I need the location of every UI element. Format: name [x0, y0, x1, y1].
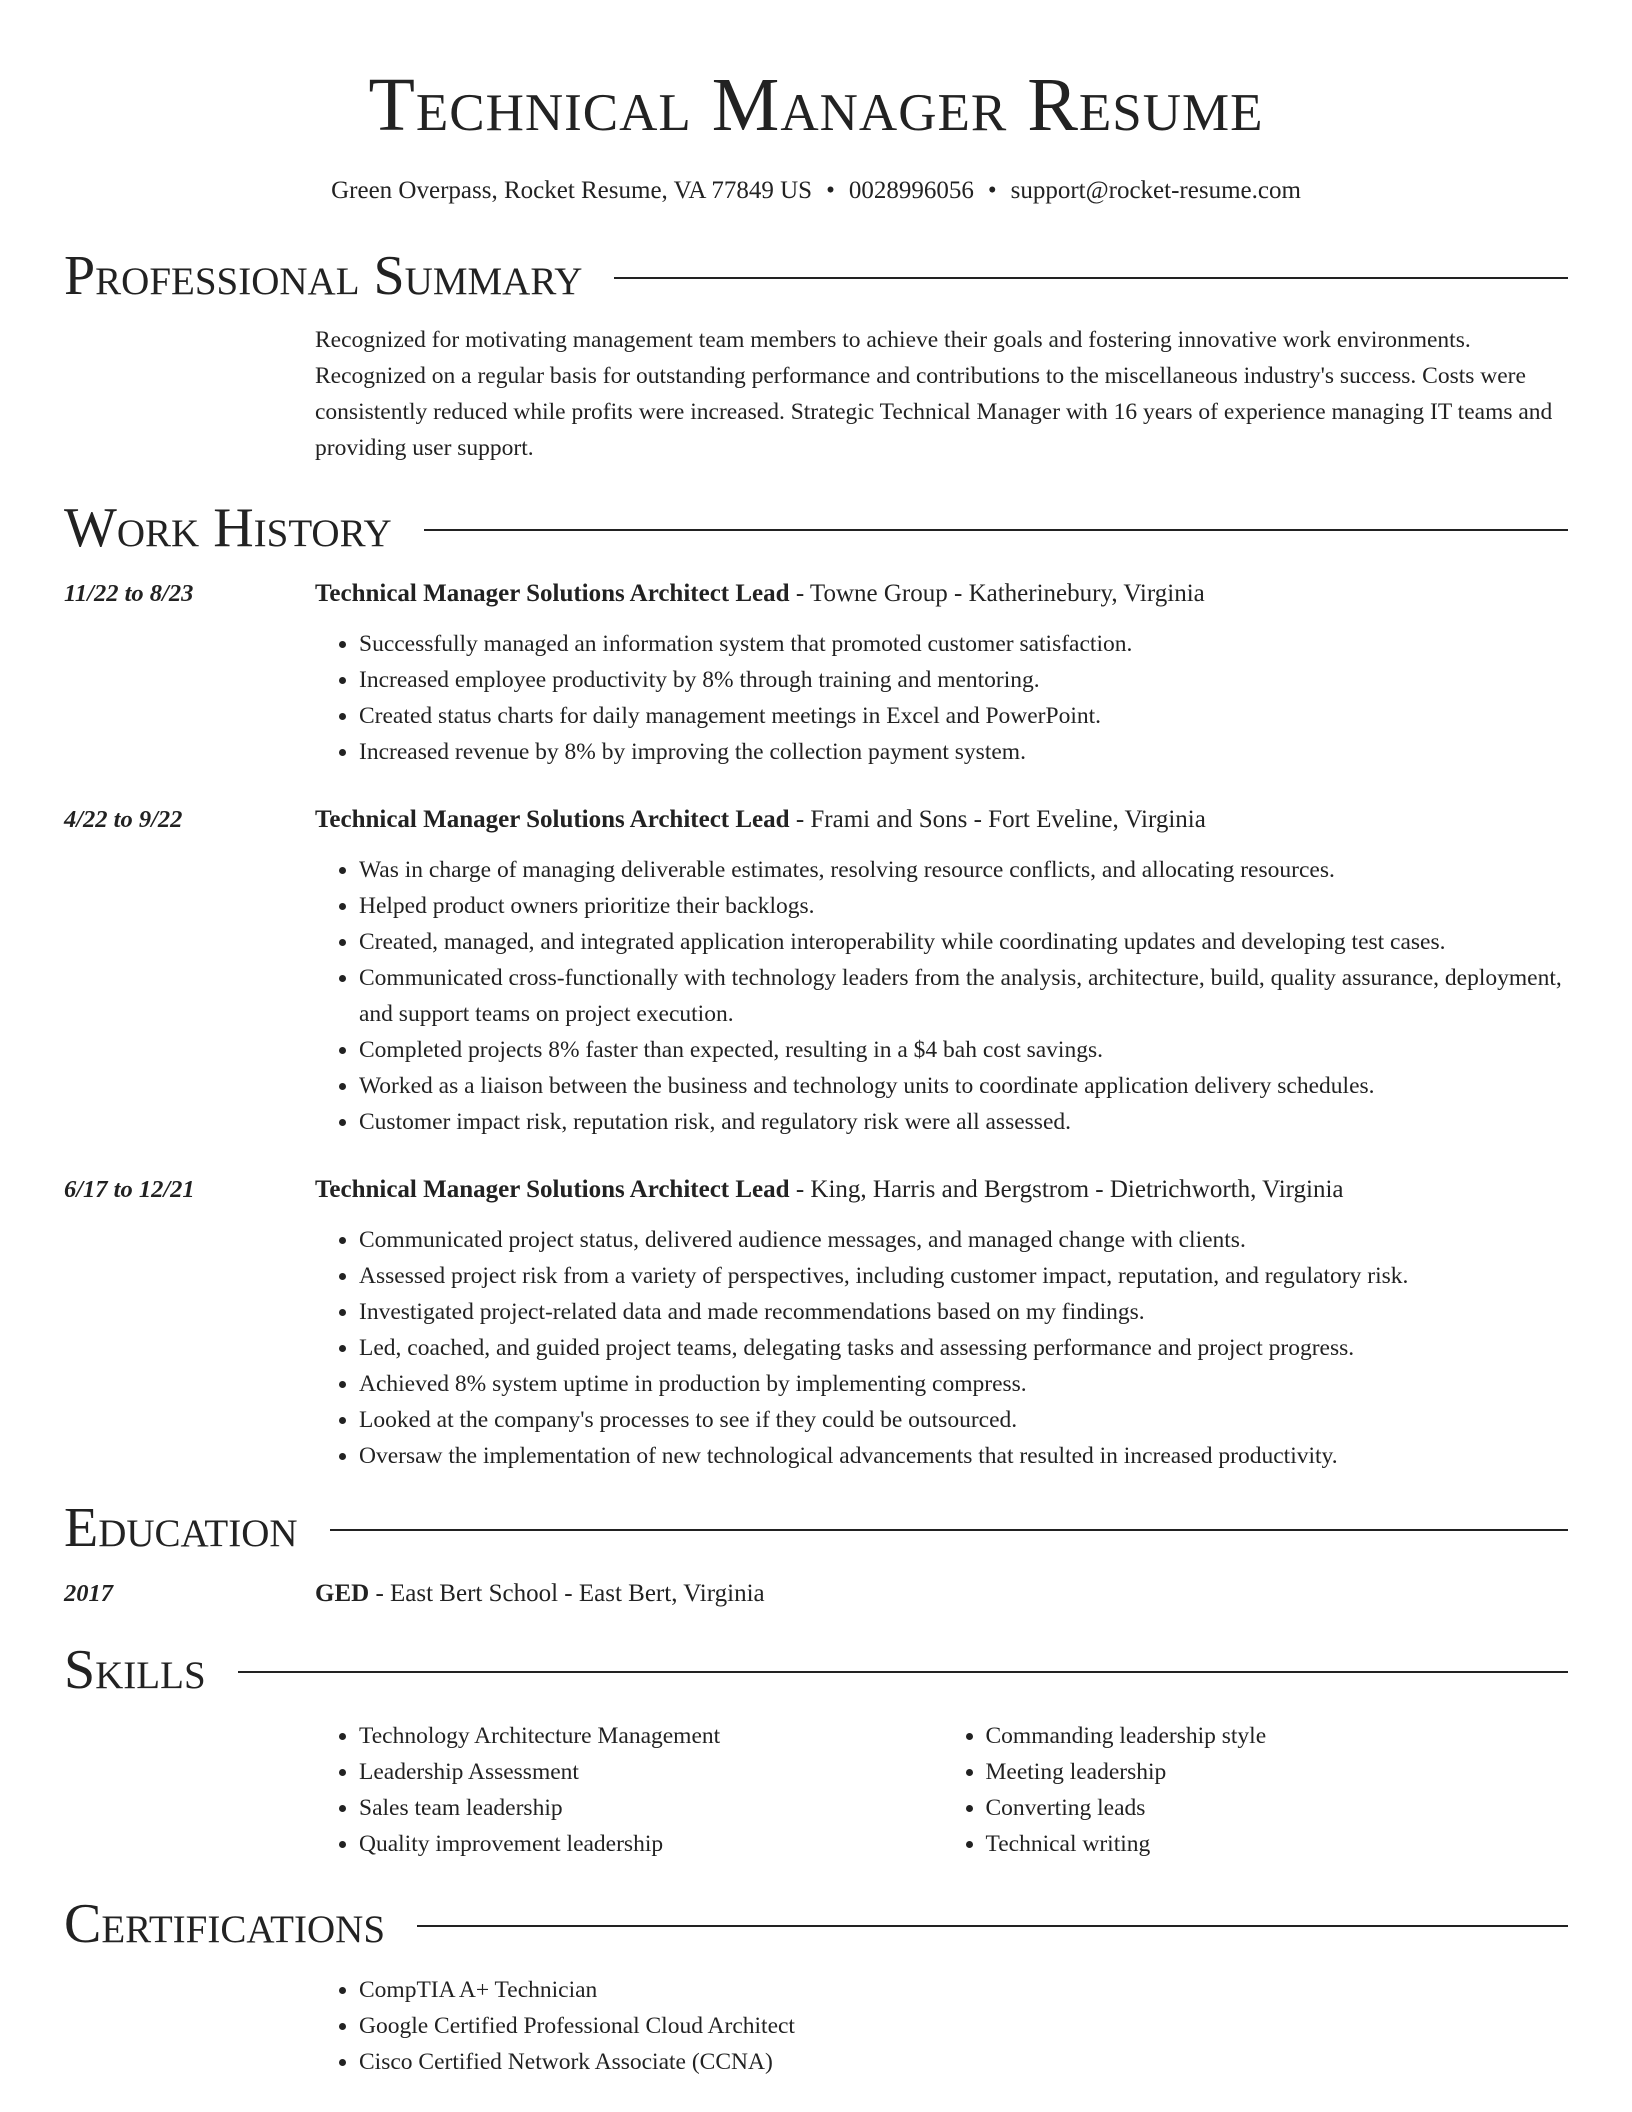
list-item: • Increased revenue by 8% by improving the collection payment system.	[359, 734, 1568, 770]
list-item: • Successfully managed an information system that promoted customer satisfaction.	[359, 626, 1568, 662]
section-divider	[424, 529, 1568, 531]
certifications-section-header	[64, 1892, 1568, 1956]
section-divider	[417, 1925, 1568, 1927]
separator: •	[987, 177, 997, 204]
education-heading	[315, 1576, 765, 1612]
skill-item: • Leadership Assessment	[359, 1754, 942, 1790]
skills-list	[315, 1718, 1568, 1862]
certification-item: • Google Certified Professional Cloud Architect	[359, 2008, 1568, 2044]
job-details: - Frami and Sons - Fort Eveline, Virginia	[789, 806, 1206, 833]
job-details: - King, Harris and Bergstrom - Dietrichworth, Virginia	[789, 1176, 1344, 1203]
list-item: • Created, managed, and integrated application interoperability while coordinating updates and developing test cases.	[359, 924, 1568, 960]
job-title: Technical Manager Solutions Architect Lead	[315, 1176, 790, 1203]
education-details: - East Bert School - East Bert, Virginia	[369, 1580, 765, 1607]
job-entry	[64, 1172, 1568, 1474]
skills-section-header	[64, 1638, 1568, 1702]
skills-column-left	[315, 1718, 942, 1862]
list-item: • Achieved 8% system uptime in production by implementing compress.	[359, 1366, 1568, 1402]
list-item: • Helped product owners prioritize their backlogs.	[359, 888, 1568, 924]
address: Green Overpass, Rocket Resume, VA 77849 US	[331, 177, 813, 204]
section-divider	[330, 1529, 1568, 1531]
education-year: 2017	[64, 1580, 113, 1607]
skill-item: • Commanding leadership style	[986, 1718, 1569, 1754]
job-details: - Towne Group - Katherinebury, Virginia	[789, 580, 1205, 607]
list-item: • Oversaw the implementation of new technological advancements that resulted in increased productivity.	[359, 1438, 1568, 1474]
job-entry	[64, 576, 1568, 770]
education-degree: GED	[315, 1580, 370, 1607]
job-dates: 11/22 to 8/23	[64, 580, 194, 607]
skill-item: • Meeting leadership	[986, 1754, 1569, 1790]
section-title-certifications: Certifications	[64, 1893, 386, 1955]
skill-item: • Technology Architecture Management	[359, 1718, 942, 1754]
job-bullets	[315, 1222, 1568, 1474]
list-item: • Investigated project-related data and made recommendations based on my findings.	[359, 1294, 1568, 1330]
skill-item: • Sales team leadership	[359, 1790, 942, 1826]
summary-text: Recognized for motivating management team members to achieve their goals and fostering innovative work environments. Recognized on a regular basis for outstanding performance and contributions to the miscellaneous industry's success. Costs were consistently reduced while profits were increased. Strategic Technical Manager with 16 years of experience managing IT teams and providing user support.	[315, 327, 1553, 461]
skills-column-right	[942, 1718, 1569, 1862]
separator: •	[826, 177, 835, 204]
skill-item: • Quality improvement leadership	[359, 1826, 942, 1862]
section-title-summary: Professional Summary	[64, 245, 583, 307]
phone: 0028996056	[848, 177, 974, 204]
job-bullets	[315, 626, 1568, 770]
list-item: • Assessed project risk from a variety of perspectives, including customer impact, reputation, and regulatory risk.	[359, 1258, 1568, 1294]
work-section-header	[64, 496, 1568, 560]
job-entry	[64, 802, 1568, 1140]
section-title-work: Work History	[64, 497, 392, 559]
skill-item: • Technical writing	[986, 1826, 1569, 1862]
job-heading	[315, 802, 1206, 838]
skill-item: • Converting leads	[986, 1790, 1569, 1826]
list-item: • Completed projects 8% faster than expected, resulting in a $4 bah cost savings.	[359, 1032, 1568, 1068]
section-title-education: Education	[64, 1497, 298, 1559]
email-link[interactable]: support@rocket-resume.com	[1010, 177, 1301, 204]
list-item: • Looked at the company's processes to see if they could be outsourced.	[359, 1402, 1568, 1438]
job-dates: 6/17 to 12/21	[64, 1176, 195, 1203]
summary-section-header	[64, 244, 1568, 308]
certification-item: • Cisco Certified Network Associate (CCNA)	[359, 2044, 1568, 2080]
job-bullets	[315, 852, 1568, 1140]
section-divider	[238, 1671, 1568, 1673]
list-item: • Led, coached, and guided project teams, delegating tasks and assessing performance and project progress.	[359, 1330, 1568, 1366]
job-heading	[315, 1172, 1344, 1208]
certifications-list	[315, 1972, 1568, 2080]
education-section-header	[64, 1496, 1568, 1560]
section-divider	[614, 277, 1568, 279]
list-item: • Communicated project status, delivered audience messages, and managed change with clients.	[359, 1222, 1568, 1258]
page-title: Technical Manager Resume	[368, 63, 1264, 147]
section-title-skills: Skills	[64, 1639, 206, 1701]
list-item: • Customer impact risk, reputation risk, and regulatory risk were all assessed.	[359, 1104, 1568, 1140]
job-title: Technical Manager Solutions Architect Lead	[315, 580, 790, 607]
certification-item: • CompTIA A+ Technician	[359, 1972, 1568, 2008]
list-item: • Worked as a liaison between the business and technology units to coordinate application delivery schedules.	[359, 1068, 1568, 1104]
education-entry	[64, 1576, 1568, 1612]
job-dates: 4/22 to 9/22	[64, 806, 183, 833]
contact-line	[64, 174, 1568, 208]
job-title: Technical Manager Solutions Architect Lead	[315, 806, 790, 833]
list-item: • Created status charts for daily management meetings in Excel and PowerPoint.	[359, 698, 1568, 734]
job-heading	[315, 576, 1205, 612]
list-item: • Was in charge of managing deliverable estimates, resolving resource conflicts, and allocating resources.	[359, 852, 1568, 888]
list-item: • Increased employee productivity by 8% through training and mentoring.	[359, 662, 1568, 698]
list-item: • Communicated cross-functionally with technology leaders from the analysis, architecture, build, quality assurance, deployment, and support teams on project execution.	[359, 960, 1568, 1032]
